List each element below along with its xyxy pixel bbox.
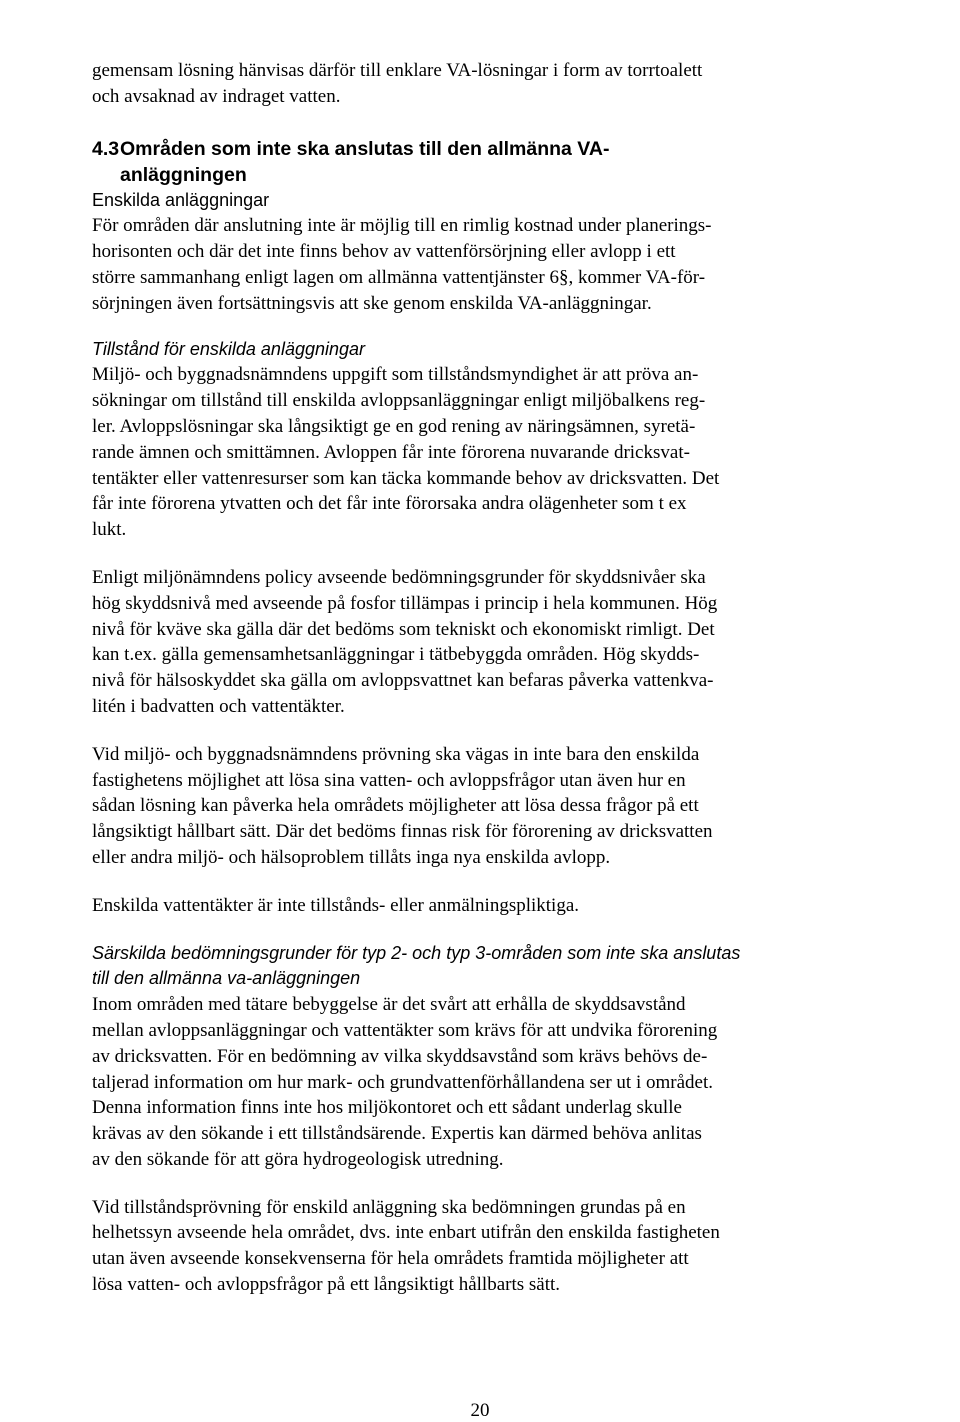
- policy-paragraph: Enligt miljönämndens policy avseende bedömningsgrunder för skyddsnivåer ska hög skyddsnivå med avseende på fosfor tillämpas i princip i hela kommunen. Hög nivå för kväve ska gälla där det bedöms som tekniskt och ekonomiskt rimligt. Det kan t.ex. gälla gemensamhetsanläggningar i tätbebyggda områden. Hög skydds- nivå för hälsoskyddet ska gälla om avloppsvattnet kan befaras påverka vattenkva- litén i badvatten och vattentäkter.: [92, 566, 718, 717]
- tillstand-paragraph: Miljö- och byggnadsnämndens uppgift som tillståndsmyndighet är att pröva an- sökningar om tillstånd till enskilda avloppsanläggningar enligt miljöbalkens reg- ler. Avloppslösningar ska långsiktigt ge en god rening av näringsämnen, syretä- rande ämnen och smittämnen. Avloppen får inte förorena nuvarande dricksvat- tentäkter eller vattenresurser som kan täcka kommande behov av dricksvatten. Det får inte förorena ytvatten och det får inte förorsaka andra olägenheter som t ex lukt.: [92, 364, 720, 541]
- spacer: [92, 1173, 832, 1195]
- subheading-tillstand: Tillstånd för enskilda anläggningar: [92, 338, 366, 359]
- spacer: [92, 543, 832, 565]
- enskilda-paragraph: För områden där anslutning inte är möjlig till en rimlig kostnad under planerings- horisonten och där det inte finns behov av vattenförsörjning eller avlopp i ett större sammanhang enligt lagen om allmänna vattentjänster 6§, kommer VA-för- sörjningen även fortsättningsvis att ske genom enskilda VA-anläggningar.: [92, 215, 712, 314]
- section-title: Områden som inte ska anslutas till den allmänna VA- anläggningen: [120, 137, 610, 186]
- section-heading: [92, 136, 832, 188]
- subheading-sarskilda: Särskilda bedömningsgrunder för typ 2- och typ 3-områden som inte ska anslutas till den allmänna va-anläggningen: [92, 942, 741, 989]
- spacer: [92, 919, 832, 941]
- section-number: 4.3: [92, 137, 120, 160]
- page-number: 20: [470, 1400, 490, 1421]
- intro-paragraph: gemensam lösning hänvisas därför till enklare VA-lösningar i form av torrtoalett och avsaknad av indraget vatten.: [92, 60, 703, 107]
- sarskilda-paragraph: Inom områden med tätare bebyggelse är det svårt att erhålla de skyddsavstånd mellan avloppsanläggningar och vattentäkter som krävs för att undvika förorening av dricksvatten. För en bedömning av vilka skyddsavstånd som krävs behövs de- taljerad information om hur mark- och grundvattenförhållandena ser ut i området. Denna information finns inte hos miljökontoret och ett sådant underlag skulle krävas av den sökande i ett tillståndsärende. Expertis kan därmed behöva anlitas av den sökande för att göra hydrogeologisk utredning.: [92, 994, 718, 1170]
- closing-paragraph: Vid tillståndsprövning för enskild anläggning ska bedömningen grundas på en helhetssyn avseende hela området, dvs. inte enbart utifrån den enskilda fastigheten utan även avseende konsekvenserna för hela områdets framtida möjligheter att lösa vatten- och avloppsfrågor på ett långsiktigt hållbarts sätt.: [92, 1196, 720, 1296]
- vattentakter-paragraph: Enskilda vattentäkter är inte tillstånds- eller anmälningspliktiga.: [92, 894, 580, 916]
- spacer: [92, 720, 832, 742]
- spacer: [92, 110, 832, 136]
- spacer: [92, 871, 832, 893]
- document-page: [92, 58, 832, 1298]
- provning-paragraph: Vid miljö- och byggnadsnämndens prövning ska vägas in inte bara den enskilda fastighetens möjlighet att lösa sina vatten- och avloppsfrågor utan även hur en sådan lösning kan påverka hela områdets möjligheter att lösa dessa frågor på ett långsiktigt hållbart sätt. Där det bedöms finnas risk för förorening av dricksvatten eller andra miljö- och hälsoproblem tillåts inga nya enskilda avlopp.: [92, 743, 713, 868]
- spacer: [92, 317, 832, 337]
- subheading-enskilda: Enskilda anläggningar: [92, 189, 270, 210]
